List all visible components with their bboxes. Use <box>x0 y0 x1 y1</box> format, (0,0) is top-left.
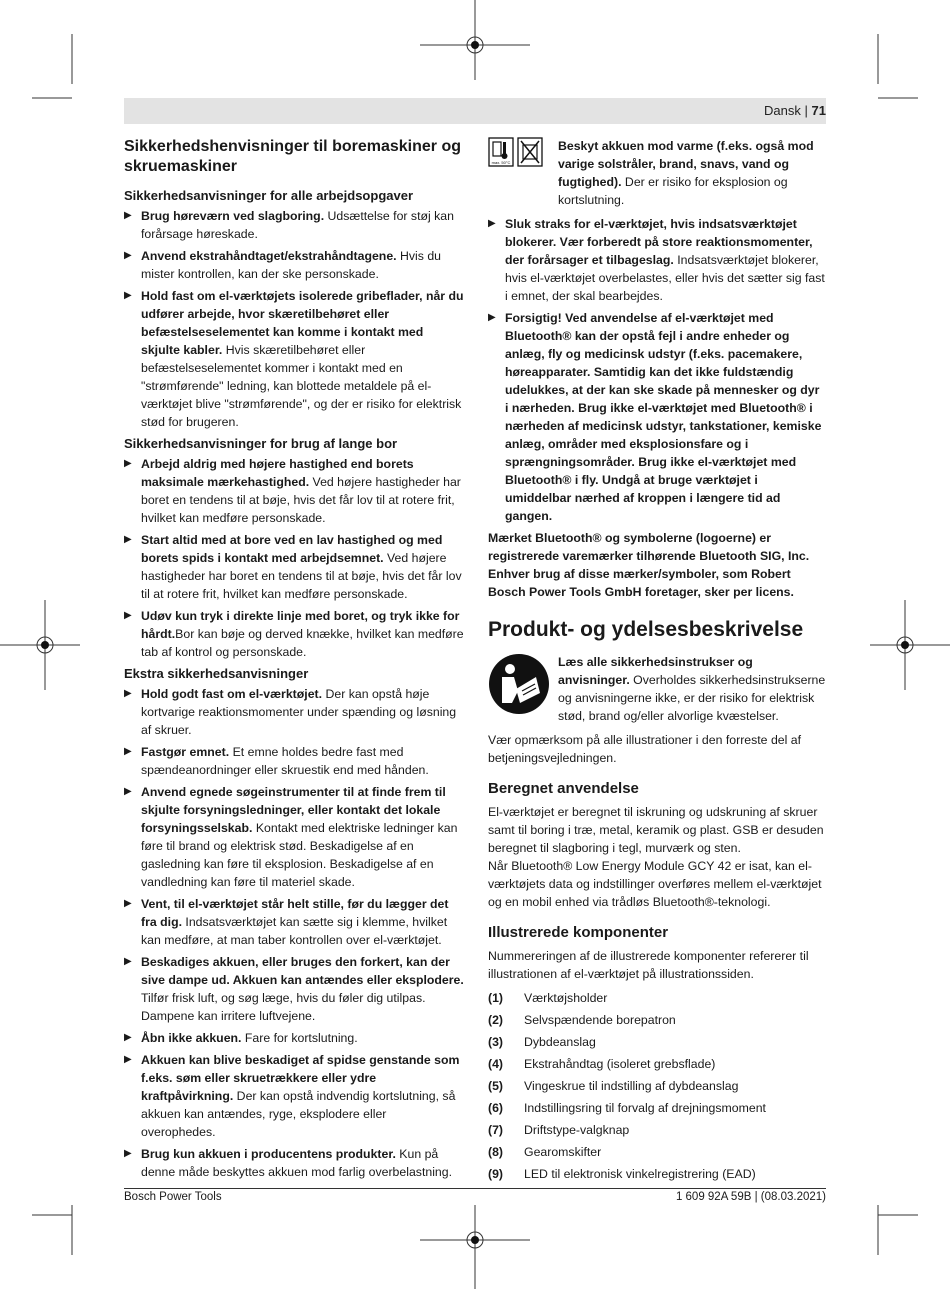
list-long-bits <box>124 455 464 661</box>
read-manual-body: Overholdes sikkerhedsinstrukserne og anvisningerne ikke, er der risiko for elektrisk stød, brand og/eller alvorlige kvæstelser. <box>558 673 826 723</box>
component-item <box>488 1163 826 1185</box>
component-item <box>488 1141 826 1163</box>
warning-bold: Hold godt fast om el-værktøjet. <box>141 687 323 701</box>
component-label: Dybdeanslag <box>524 1035 596 1049</box>
components-intro: Nummereringen af de illustrerede komponenter refererer til illustrationen af el-værktøjet på illustrationssiden. <box>488 949 809 981</box>
warning-body: Fare for kortslutning. <box>241 1031 358 1045</box>
intended-use-p1: El-værktøjet er beregnet til iskruning og udskruning af skruer samt til boring i træ, metal, keramik og plast. GSB er desuden beregnet til slagboring i tegl, murværk og sten. <box>488 805 824 855</box>
heat-icons <box>488 137 550 209</box>
component-label: Ekstrahåndtag (isoleret grebsflade) <box>524 1057 716 1071</box>
warning-body: Kun på denne måde beskyttes akkuen mod farlig overbelastning. <box>141 1147 453 1179</box>
warning-body: Der kan opstå indvendig kortslutning, så akkuen kan antændes, ryge, eksplodere eller overophedes. <box>141 1089 456 1139</box>
warning-body: Ved højere hastigheder har boret en tendens til at bøje, hvis det får lov til at rotere frit, hvilket kan medføre personskade. <box>141 475 461 525</box>
component-label: Selvspændende borepatron <box>524 1013 676 1027</box>
warning-item <box>124 607 464 661</box>
components-title: Illustrerede komponenter <box>488 924 669 941</box>
warning-item <box>124 895 464 949</box>
component-label: Værktøjsholder <box>524 991 608 1005</box>
heat-warning <box>488 137 826 209</box>
warning-bold: Arbejd aldrig med højere hastighed end borets maksimale mærkehastighed. <box>141 457 414 489</box>
warning-bold: Åbn ikke akkuen. <box>141 1031 242 1045</box>
warning-bold: Forsigtig! Ved anvendelse af el-værktøjet med Bluetooth® kan der opstå fejl i andre enheder og anlæg, fly og medicinsk udstyr (f.eks. pacemakere, høreapparater. Samtidig kan det ikke fuldstændig udelukkes, at der kan ske skade på mennesker og dyr i nærheden. Brug ikke el-værktøjet med Bluetooth® i nærheden af medicinsk udstyr, tankstationer, kemiske anlæg, områder med eksplosionsfare og i sprængningsområder. Brug ikke el-værktøjet med Bluetooth® i fly. Undgå at bruge værktøjet i umiddelbar nærhed af kroppen i længere tid ad gangen. <box>505 311 822 523</box>
running-header <box>764 98 826 124</box>
read-manual-notice <box>488 653 826 725</box>
warning-bold: Vent, til el-værktøjet står helt stille, før du lægger det fra dig. <box>141 897 449 929</box>
warning-item <box>124 207 464 243</box>
component-number: (4) <box>488 1057 504 1071</box>
component-number: (2) <box>488 1013 504 1027</box>
warning-item <box>488 215 826 305</box>
subheading-all-tasks: Sikkerhedsanvisninger for alle arbejdsopgaver <box>124 188 414 203</box>
warning-body: Ved højere hastigheder har boret en tendens til at bøje, hvis det får lov til at rotere frit, hvilket kan medføre personskade. <box>141 551 462 601</box>
component-item <box>488 1009 826 1031</box>
warning-bold: Akkuen kan blive beskadiget af spidse genstande som f.eks. søm eller skruetrækkere eller ydre kraftpåvirkning. <box>141 1053 460 1103</box>
component-label: Vingeskrue til indstilling af dybdeanslag <box>524 1079 739 1093</box>
read-manual-bold: Læs alle sikkerhedsinstrukser og anvisninger. <box>558 655 753 687</box>
warning-body: Der kan opstå høje kortvarige reaktionsmomenter under spænding og løsning af skruer. <box>141 687 457 737</box>
illustration-note: Vær opmærksom på alle illustrationer i den forreste del af betjeningsvejledningen. <box>488 733 802 765</box>
warning-item <box>124 743 464 779</box>
component-label: Gearomskifter <box>524 1145 602 1159</box>
max-temp-label: max. 50°C <box>491 160 511 165</box>
heat-warning-bold: Beskyt akkuen mod varme (f.eks. også mod varige solstråler, brand, snavs, vand og fugtighed). <box>558 139 814 189</box>
header-language: Dansk <box>764 103 801 118</box>
left-column <box>124 137 464 1185</box>
warning-item <box>124 1029 464 1047</box>
no-water-icon <box>517 137 543 167</box>
component-label: Driftstype-valgknap <box>524 1123 630 1137</box>
component-label: Indstillingsring til forvalg af drejningsmoment <box>524 1101 766 1115</box>
heat-warning-body: Der er risiko for eksplosion og kortslutning. <box>558 175 788 207</box>
component-number: (3) <box>488 1035 504 1049</box>
warning-bold: Udøv kun tryk i direkte linje med boret, og tryk ikke for hårdt. <box>141 609 460 641</box>
warning-bold: Anvend ekstrahåndtaget/ekstrahåndtagene. <box>141 249 397 263</box>
warning-item <box>488 309 826 525</box>
component-number: (5) <box>488 1079 504 1093</box>
trademark-notice: Mærket Bluetooth® og symbolerne (logoerne) er registrerede varemærker tilhørende Bluetooth SIG, Inc. Enhver brug af disse mærker/symboler, som Robert Bosch Power Tools GmbH foretager, sker per licens. <box>488 531 810 599</box>
heat-warning-text <box>558 137 826 209</box>
warning-item <box>124 1051 464 1141</box>
warning-item <box>124 455 464 527</box>
warning-bold: Hold fast om el-værktøjets isolerede gribeflader, når du udfører arbejde, hvor skæretilbehøret eller befæstelseselementet kan komme i kontakt med skjulte kabler. <box>141 289 464 357</box>
component-number: (8) <box>488 1145 504 1159</box>
component-number: (7) <box>488 1123 504 1137</box>
component-number: (6) <box>488 1101 504 1115</box>
warning-body: Indsatsværktøjet blokerer, hvis el-værktøjet overbelastes, eller hvis det sætter sig fast i emnet, der skal bearbejdes. <box>505 253 825 303</box>
footer-rule <box>124 1188 826 1189</box>
component-number: (9) <box>488 1167 504 1181</box>
component-item <box>488 1119 826 1141</box>
warning-bold: Brug kun akkuen i producentens produkter. <box>141 1147 396 1161</box>
subheading-long-bits: Sikkerhedsanvisninger for brug af lange bor <box>124 436 398 451</box>
intended-use-title: Beregnet anvendelse <box>488 780 639 797</box>
component-number: (1) <box>488 991 504 1005</box>
footer-brand: Bosch Power Tools <box>124 1191 222 1203</box>
product-description-title: Produkt- og ydelsesbeskrivelse <box>488 618 804 641</box>
warning-body: Hvis skæretilbehøret eller befæstelseselementet kommer i kontakt med en "strømførende" ledning, kan blottede metaldele på el-værktøjet blive "strømførende", og der er risiko for elektrisk stød for brugeren. <box>141 343 462 429</box>
component-item <box>488 1097 826 1119</box>
warning-bold: Anvend egnede søgeinstrumenter til at finde frem til skjulte forsyningsledninger, eller kontakt det lokale forsyningsselskab. <box>141 785 446 835</box>
list-all-tasks <box>124 207 464 431</box>
warning-item <box>124 783 464 891</box>
warning-item <box>124 685 464 739</box>
warning-bold: Sluk straks for el-værktøjet, hvis indsatsværktøjet blokerer. Vær forberedt på store reaktionsmomenter, der forårsager et tilbageslag. <box>505 217 813 267</box>
warning-body: Bor kan bøje og derved knække, hvilket kan medføre tab af kontrol og personskade. <box>141 627 464 659</box>
section-title-safety: Sikkerhedshenvisninger til boremaskiner og skruemaskiner <box>124 138 461 175</box>
warning-body: Indsatsværktøjet kan sætte sig i klemme, hvilket kan medføre, at man taber kontrollen over el-værktøjet. <box>141 915 448 947</box>
components-list <box>488 987 826 1185</box>
warning-body: Et emne holdes bedre fast med spændeanordninger eller skruestik end med hånden. <box>141 745 429 777</box>
warning-item <box>124 531 464 603</box>
warning-body: Hvis du mister kontrollen, kan der ske personskade. <box>141 249 441 281</box>
component-item <box>488 1053 826 1075</box>
warning-item <box>124 247 464 283</box>
header-band <box>124 98 826 124</box>
header-divider: | <box>804 103 812 118</box>
warning-body: Udsættelse for støj kan forårsage høreskade. <box>141 209 454 241</box>
warning-item <box>124 1145 464 1181</box>
right-column <box>488 137 826 1185</box>
warning-bold: Start altid med at bore ved en lav hastighed og med borets spids i kontakt med arbejdsemnet. <box>141 533 443 565</box>
warning-body: Tilfør frisk luft, og søg læge, hvis du føler dig utilpas. Dampene kan irritere luftvejene. <box>141 991 426 1023</box>
component-item <box>488 1075 826 1097</box>
component-item <box>488 1031 826 1053</box>
warning-item <box>124 287 464 431</box>
list-right-warnings <box>488 215 826 525</box>
read-manual-text <box>558 653 826 725</box>
warning-item <box>124 953 464 1025</box>
subheading-extra: Ekstra sikkerhedsanvisninger <box>124 666 309 681</box>
list-extra <box>124 685 464 1181</box>
footer-doc-id: 1 609 92A 59B | (08.03.2021) <box>675 1191 826 1203</box>
intended-use-p2: Når Bluetooth® Low Energy Module GCY 42 er isat, kan el-værktøjets data og indstillinger overføres mellem el-værktøjet og en mobil enhed via trådløs Bluetooth®-teknologi. <box>488 859 822 909</box>
warning-bold: Beskadiges akkuen, eller bruges den forkert, kan der sive dampe ud. Akkuen kan antændes eller eksplodere. <box>141 955 464 987</box>
max-temperature-icon <box>488 137 514 167</box>
warning-bold: Fastgør emnet. <box>141 745 230 759</box>
component-label: LED til elektronisk vinkelregistrering (EAD) <box>524 1167 756 1181</box>
component-item <box>488 987 826 1009</box>
read-manual-icon <box>488 653 550 715</box>
read-manual-icon-wrap <box>488 653 550 725</box>
warning-body: Kontakt med elektriske ledninger kan føre til brand og elektrisk stød. Beskadigelse af en gasledning kan føre til eksplosion. Beskadigelse af en vandledning kan føre til materiel skade. <box>141 821 458 889</box>
warning-bold: Brug høreværn ved slagboring. <box>141 209 325 223</box>
page-number: 71 <box>811 103 826 118</box>
